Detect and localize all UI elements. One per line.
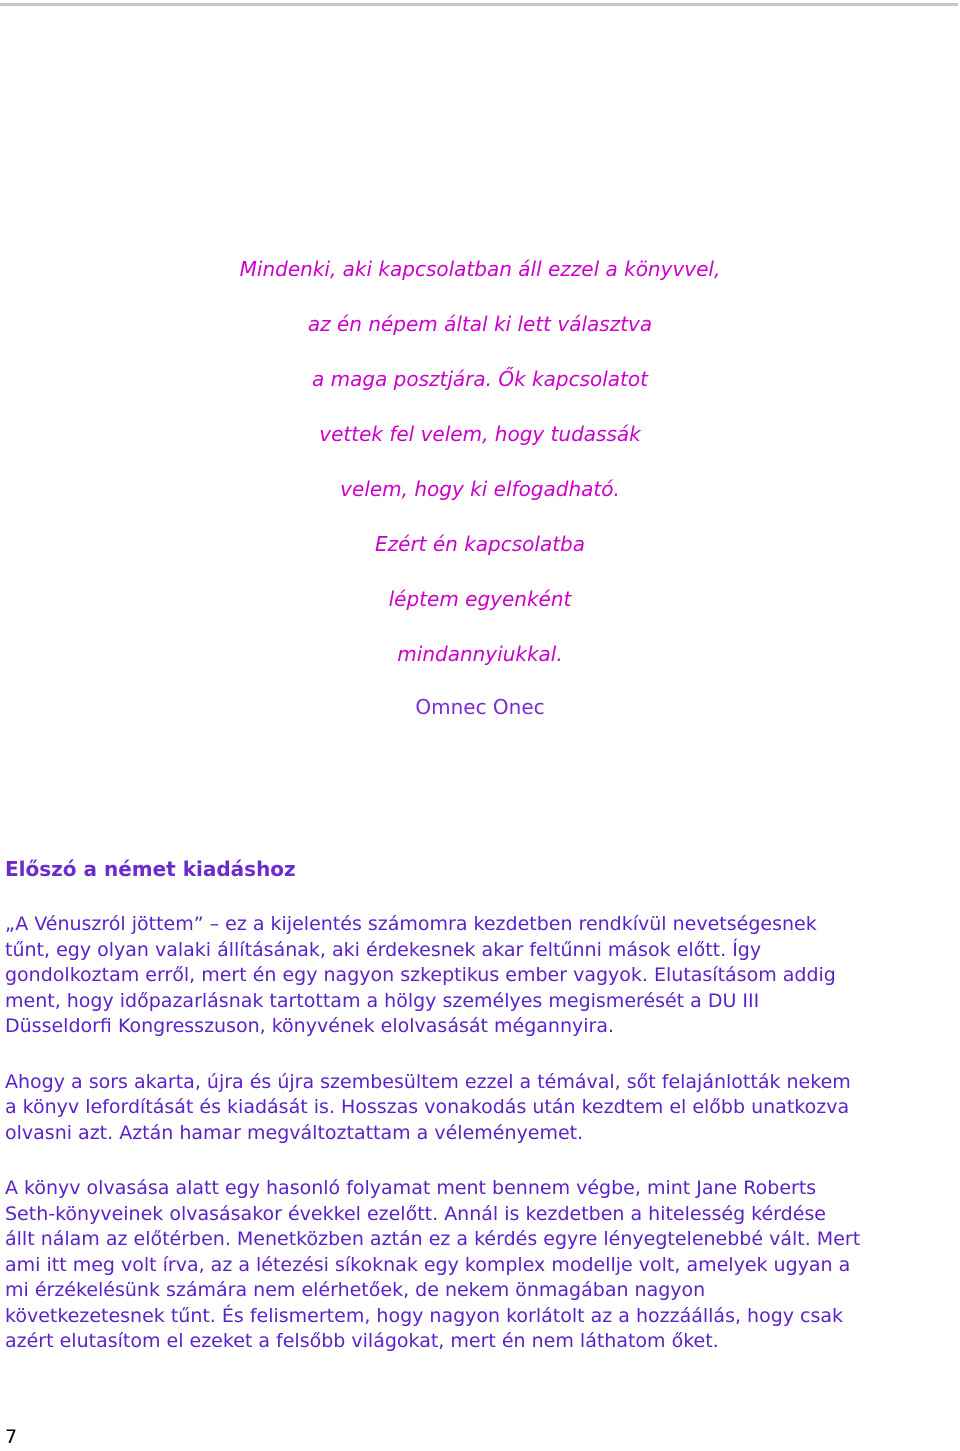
dedication-line: a maga posztjára. Ők kapcsolatot bbox=[312, 367, 648, 391]
paragraph-2 bbox=[5, 1070, 955, 1147]
text-line: Düsseldorfi Kongresszuson, könyvének elolvasását mégannyira. bbox=[5, 1015, 615, 1037]
text-line: tűnt, egy olyan valaki állításának, aki érdekesnek akar feltűnni mások előtt. Így bbox=[5, 938, 762, 961]
section-title: Előszó a német kiadáshoz bbox=[5, 857, 296, 881]
dedication-line: léptem egyenként bbox=[388, 587, 572, 611]
dedication-author: Omnec Onec bbox=[415, 695, 545, 719]
text-line: állt nálam az előtérben. Menetközben aztán ez a kérdés egyre lényegtelenebbé vált. Mert bbox=[5, 1228, 861, 1250]
text-line: azért elutasítom el ezeket a felsőbb világokat, mert én nem láthatom őket. bbox=[5, 1330, 719, 1352]
top-rule bbox=[0, 3, 958, 6]
text-line: olvasni azt. Aztán hamar megváltoztattam a véleményemet. bbox=[5, 1121, 584, 1144]
text-line: Ahogy a sors akarta, újra és újra szembesültem ezzel a témával, sőt felajánlották nekem bbox=[5, 1070, 851, 1093]
text-line: következetesnek tűnt. És felismertem, hogy nagyon korlátolt az a hozzáállás, hogy csak bbox=[5, 1304, 844, 1327]
dedication-line: Ezért én kapcsolatba bbox=[375, 532, 585, 556]
text-line: gondolkoztam erről, mert én egy nagyon szkeptikus ember vagyok. Elutasításom addig bbox=[5, 964, 836, 986]
text-line: ment, hogy időpazarlásnak tartottam a hölgy személyes megismerését a DU III bbox=[5, 989, 760, 1012]
page-number: 7 bbox=[5, 1426, 18, 1448]
text-line: A könyv olvasása alatt egy hasonló folyamat ment bennem végbe, mint Jane Roberts bbox=[5, 1177, 817, 1199]
text-line: mi érzékelésünk számára nem elérhetőek, de nekem önmagában nagyon bbox=[5, 1279, 706, 1301]
text-line: „A Vénuszról jöttem” – ez a kijelentés számomra kezdetben rendkívül nevetségesnek bbox=[5, 913, 817, 935]
dedication-line: az én népem által ki lett választva bbox=[307, 312, 653, 336]
body-text bbox=[5, 912, 955, 1385]
dedication-line: Mindenki, aki kapcsolatban áll ezzel a könyvvel, bbox=[239, 257, 721, 281]
paragraph-1 bbox=[5, 912, 955, 1040]
text-line: Seth-könyveinek olvasásakor évekkel ezelőtt. Annál is kezdetben a hitelesség kérdése bbox=[5, 1202, 826, 1225]
paragraph-3 bbox=[5, 1176, 955, 1355]
dedication-line: mindannyiukkal. bbox=[397, 642, 563, 666]
dedication bbox=[0, 252, 960, 692]
dedication-line: vettek fel velem, hogy tudassák bbox=[319, 422, 641, 446]
text-line: ami itt meg volt írva, az a létezési síkoknak egy komplex modellje volt, amelyek ugyan a bbox=[5, 1253, 851, 1276]
text-line: a könyv lefordítását és kiadását is. Hosszas vonakodás után kezdtem el előbb unatkozva bbox=[5, 1096, 850, 1118]
dedication-line: velem, hogy ki elfogadható. bbox=[340, 477, 620, 501]
